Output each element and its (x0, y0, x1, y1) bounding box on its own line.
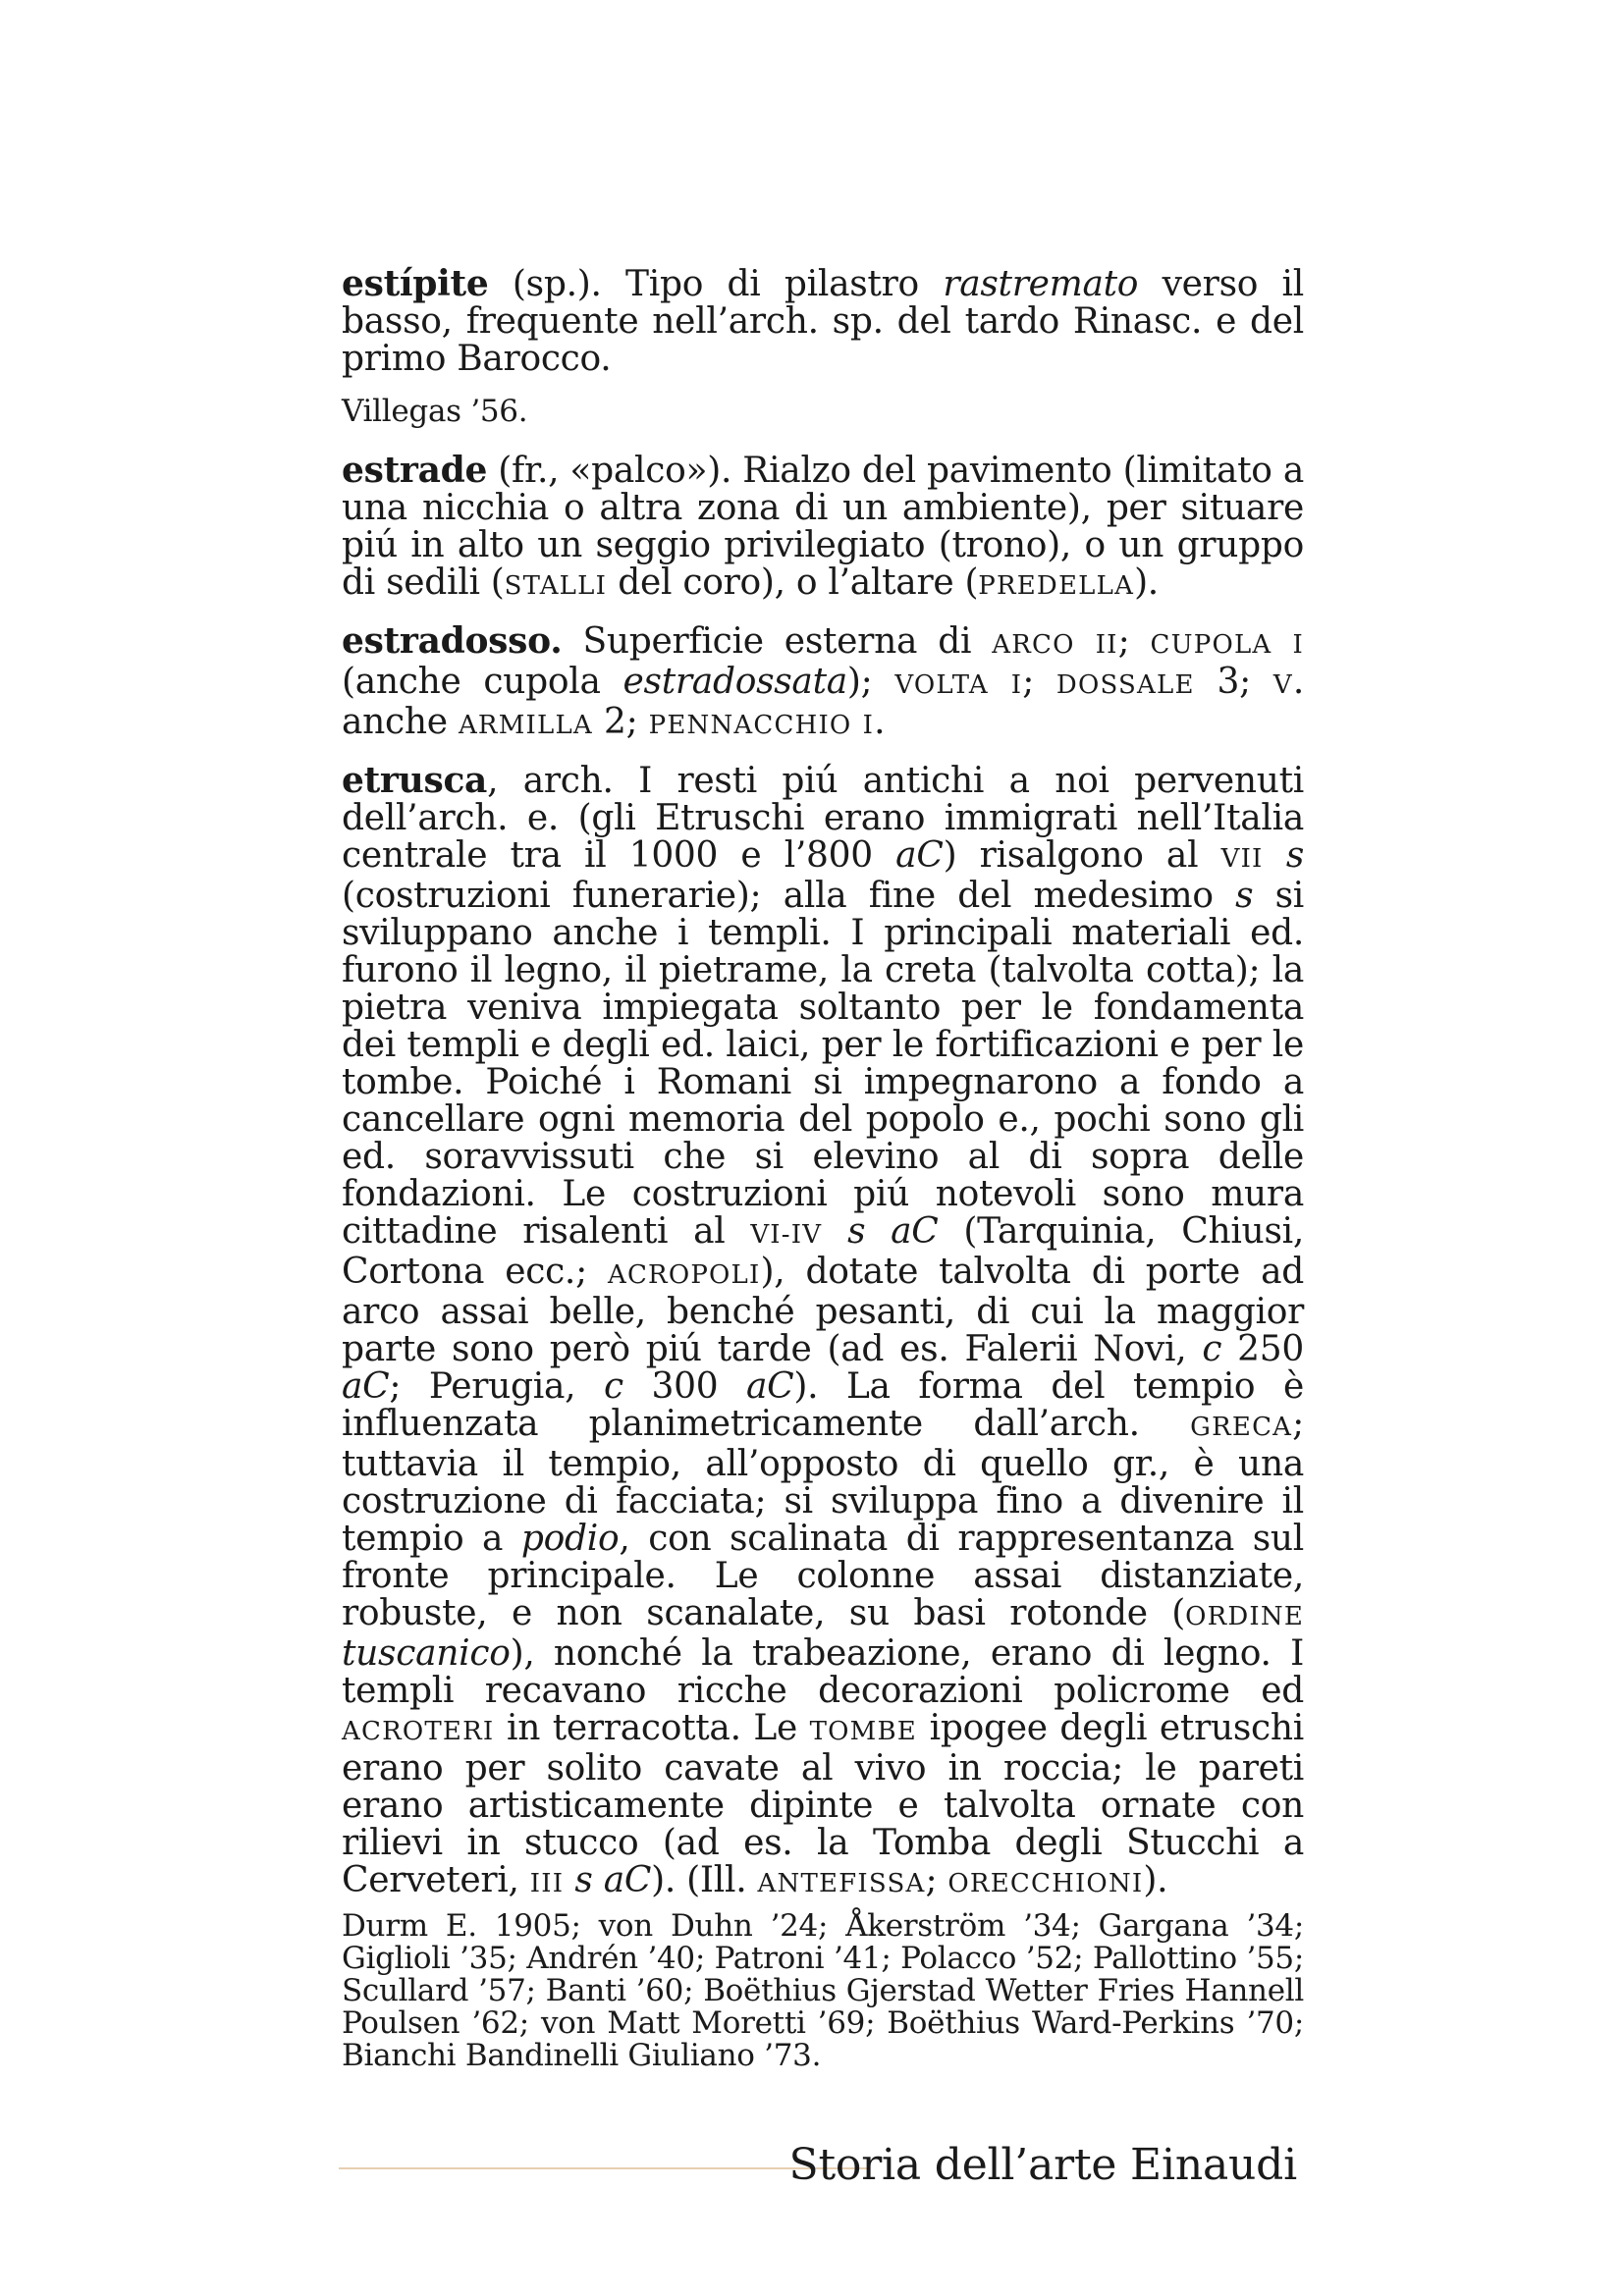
headword: estradosso. (342, 620, 563, 662)
italic-text: aC (342, 1366, 390, 1407)
cross-reference: ARMILLA (458, 711, 593, 740)
cross-reference: STALLI (504, 571, 608, 601)
cross-reference: DOSSALE (1055, 670, 1195, 700)
cross-reference: VII (1220, 844, 1264, 874)
text-run: (Tarquinia, Chiusi, Cortona ecc.; (342, 1211, 1304, 1292)
cross-reference: II (1095, 630, 1118, 660)
cross-reference: ARCO (992, 630, 1075, 660)
text-run: ) risalgono al (943, 835, 1221, 876)
headword: estípite (342, 263, 489, 304)
cross-reference: ACROPOLI (607, 1260, 761, 1290)
cross-reference: VOLTA (894, 670, 989, 700)
entry-estradosso (342, 622, 1304, 744)
bibliography-estipite: Villegas ’56. (342, 394, 528, 429)
text-run (989, 662, 1011, 702)
text-run: ; tuttavia il tempio, all’opposto di quello gr., è una costruzione di facciata; si sviluppa fino a divenire il tempio a (342, 1404, 1304, 1559)
text-run: (fr., «palco»). Rialzo del pavimento (limitato a una nicchia o altra zona di un ambiente), per situare piú in alto un seggio privilegiato (trono), o un gruppo di sedili ( (342, 451, 1304, 603)
text-run: 250 (1221, 1329, 1304, 1369)
cross-reference: PENNACCHIO (648, 711, 852, 740)
cross-reference: I (862, 711, 875, 740)
text-run: ; (1022, 662, 1056, 702)
text-run: (sp.). Tipo di pilastro (488, 264, 944, 304)
entry-estrade (342, 452, 1304, 605)
text-run (564, 1860, 574, 1900)
footer-title: Storia dell’arte Einaudi (788, 2140, 1297, 2190)
cross-reference: VI-IV (750, 1220, 823, 1250)
text-run: (costruzioni funerarie); alla fine del medesimo (342, 876, 1236, 916)
text-run: del coro), o l’altare ( (607, 562, 979, 603)
text-run: Superficie esterna di (562, 621, 993, 662)
cross-reference: TOMBE (809, 1717, 917, 1746)
text-run: ). La forma del tempio è influenzata planimetricamente dall’arch. (342, 1366, 1304, 1444)
italic-text: s (1235, 876, 1254, 916)
cross-reference: I (1010, 670, 1023, 700)
italic-text: c (1202, 1329, 1222, 1369)
cross-reference: III (529, 1869, 565, 1898)
text-run: si sviluppano anche i templi. I principali materiali ed. furono il legno, il pietrame, la creta (talvolta cotta); la pietra veniva impiegata soltanto per le fondamenta dei templi e degli ed. laici, per le fortificazioni e per le tombe. Poiché i Romani si impegnarono a fondo a cancellare ogni memoria del popolo e., pochi sono gli ed. soravvissuti che si elevino al di sopra delle fondazioni. Le costruzioni piú notevoli sono mura cittadine risalenti al (342, 876, 1304, 1252)
text-run: 300 (622, 1366, 746, 1407)
italic-text: podio (520, 1519, 620, 1559)
italic-text: s aC (574, 1860, 652, 1900)
cross-reference: ACROTERI (342, 1717, 495, 1746)
italic-text: rastremato (943, 264, 1139, 304)
italic-text: estradossata (622, 662, 847, 702)
cross-reference: ORECCHIONI (947, 1869, 1144, 1898)
text-run: ). (Ill. (651, 1860, 758, 1900)
text-run: 3; (1194, 662, 1273, 702)
cross-reference: CUPOLA (1150, 630, 1272, 660)
italic-text: s (1285, 835, 1304, 876)
text-run: (anche cupola (342, 662, 623, 702)
text-run: in terracotta. Le (494, 1708, 810, 1748)
text-run: ); (846, 662, 895, 702)
text-run: . anche (342, 662, 1304, 742)
cross-reference: I (1292, 630, 1304, 660)
text-run: verso il basso, frequente nell’arch. sp. del tardo Rinasc. e del primo Barocco. (342, 264, 1304, 379)
text-run: ), dotate talvolta di porte ad arco assai belle, benché pesanti, di cui la maggior parte sono però piú tarde (ad es. Falerii Novi, (342, 1252, 1304, 1369)
text-run: ipogee degli etruschi erano per solito cavate al vivo in roccia; le pareti erano artisticamente dipinte e talvolta ornate con rilievi in stucco (ad es. la Tomba degli Stucchi a Cerveteri, (342, 1708, 1305, 1900)
cross-reference: ANTEFISSA (757, 1869, 926, 1898)
text-run (1271, 621, 1292, 662)
italic-text: c (603, 1366, 623, 1407)
cross-reference: GRECA (1190, 1413, 1293, 1442)
page-body (342, 265, 1304, 2096)
text-run: . (874, 702, 886, 742)
footer (339, 2138, 1311, 2193)
text-run: ; (1117, 621, 1151, 662)
text-run: , con scalinata di rappresentanza sul fronte principale. Le colonne assai distanziate, robuste, e non scanalate, su basi rotonde ( (342, 1519, 1304, 1633)
italic-text: aC (895, 835, 944, 876)
text-run (1264, 835, 1286, 876)
text-run: 2; (592, 702, 649, 742)
entry-etrusca (342, 762, 1304, 1902)
cross-reference: ORDINE (1185, 1602, 1304, 1631)
italic-text: s aC (847, 1211, 939, 1252)
text-run: ). (1134, 562, 1159, 603)
text-run: ), nonché la trabeazione, erano di legno. I templi recavano ricche decorazioni policrome ed (342, 1633, 1304, 1711)
text-run: ). (1143, 1860, 1168, 1900)
text-run: ; Perugia, (389, 1366, 604, 1407)
headword: estrade (342, 450, 488, 491)
italic-text: tuscanico (342, 1633, 511, 1674)
text-run (1075, 621, 1096, 662)
text-run: , arch. I resti piú antichi a noi pervenuti dell’arch. e. (gli Etruschi erano immigrati nell’Italia centrale tra il 1000 e l’800 (342, 761, 1304, 876)
text-run: ; (925, 1860, 948, 1900)
cross-reference: V (1272, 670, 1293, 700)
text-run (851, 702, 862, 742)
headword: etrusca (342, 760, 488, 801)
cross-reference: PREDELLA (978, 571, 1135, 601)
bibliography-etrusca: Durm E. 1905; von Duhn ’24; Åkerström ’34; Gargana ’34; Giglioli ’35; Andrén ’40; Patroni ’41; Polacco ’52; Pallottino ’55; Scullard ’57; Banti ’60; Boëthius Gjerstad Wetter Fries Hannell Poulsen ’62; von Matt Moretti ’69; Boëthius Ward-Perkins ’70; Bianchi Bandinelli Giuliano ’73. (342, 1908, 1304, 2073)
text-run (822, 1211, 847, 1252)
italic-text: aC (745, 1366, 794, 1407)
entry-estipite (342, 265, 1304, 378)
